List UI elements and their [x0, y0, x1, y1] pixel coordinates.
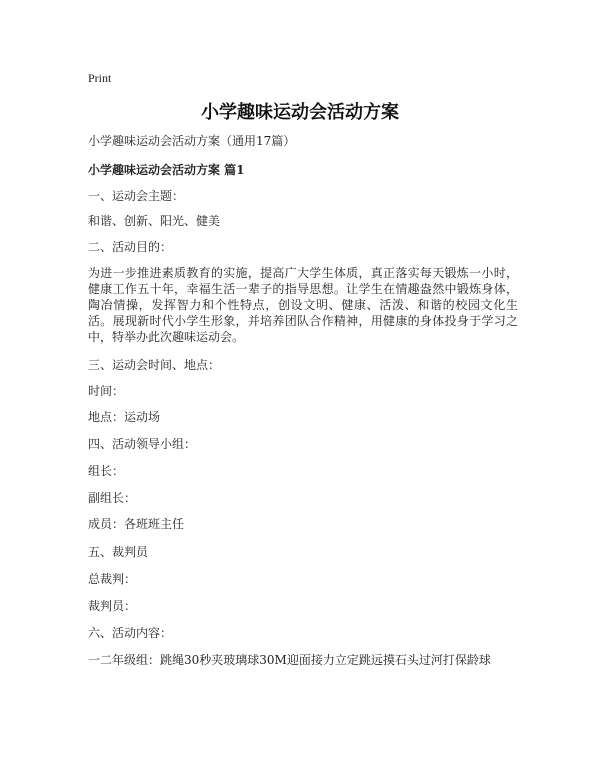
leadership-heading: 四、活动领导小组：: [88, 437, 197, 451]
section-heading: 小学趣味运动会活动方案 篇1: [88, 163, 245, 177]
document-subtitle: 小学趣味运动会活动方案（通用17篇）: [88, 134, 296, 148]
print-label[interactable]: Print: [88, 71, 112, 85]
members-line: 成员：各班班主任: [88, 517, 185, 531]
place-line: 地点：运动场: [88, 410, 161, 424]
time-place-heading: 三、运动会时间、地点：: [88, 358, 221, 372]
chief-referee-line: 总裁判：: [88, 572, 137, 586]
theme-value: 和谐、创新、阳光、健美: [88, 214, 221, 228]
purpose-heading: 二、活动目的：: [88, 240, 173, 254]
grade-items-line: 一二年级组：跳绳30秒夹玻璃球30M迎面接力立定跳远摸石头过河打保龄球: [88, 653, 491, 667]
leader-line: 组长：: [88, 464, 125, 478]
vice-leader-line: 副组长：: [88, 491, 137, 505]
referee-heading: 五、裁判员: [88, 545, 149, 559]
referees-line: 裁判员：: [88, 599, 137, 613]
theme-heading: 一、运动会主题：: [88, 189, 185, 203]
time-line: 时间：: [88, 384, 125, 398]
document-title: 小学趣味运动会活动方案: [201, 102, 399, 123]
purpose-paragraph: 为进一步推进素质教育的实施，提高广大学生体质，真正落实每天锻炼一小时，健康工作五十年，幸福生活一辈子的指导思想。让学生在情趣盎然中锻炼身体，陶冶情操，发挥智力和个性特点，创设文明、健康、活泼、和谐的校园文化生活。展现新时代小学生形象，并培养团队合作精神，用健康的身体投身于学习之中，特举办此次趣味运动会。: [88, 266, 518, 344]
content-heading: 六、活动内容：: [88, 626, 173, 640]
